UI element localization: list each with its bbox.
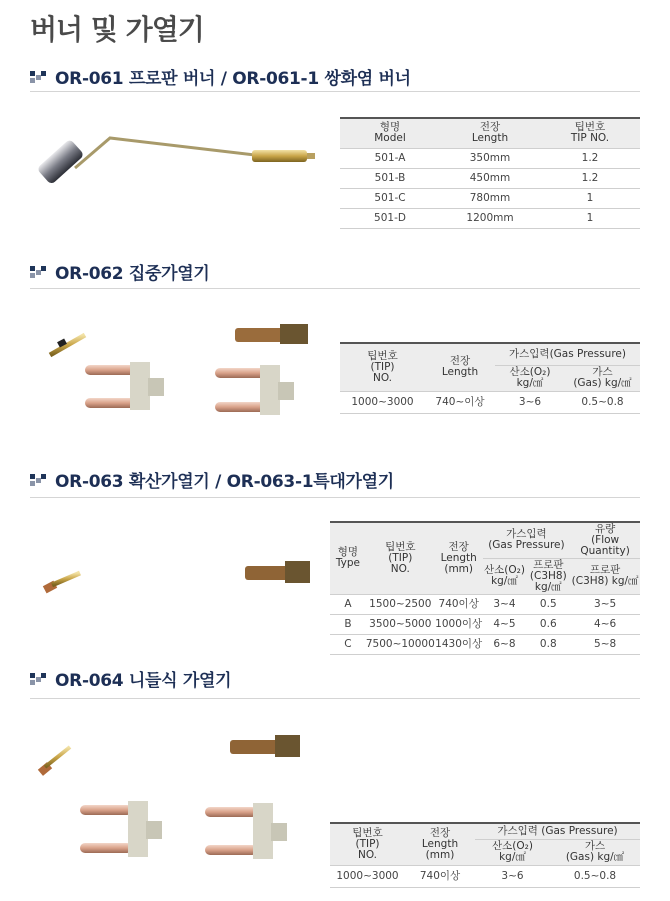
- header-tip-en: TIP NO.: [570, 132, 610, 145]
- header-type: 형명: [337, 546, 359, 559]
- header-propane-en: (C3H8): [529, 569, 567, 582]
- header-flow-unit: (C3H8) kg/㎠: [571, 575, 639, 587]
- section-title: OR-062 집중가열기: [55, 264, 210, 284]
- header-length: 전장: [449, 355, 471, 368]
- cell-length: 780mm: [440, 188, 540, 208]
- header-oxygen-unit: kg/㎠: [499, 851, 526, 863]
- section-or062-heading: [30, 259, 210, 284]
- header-tip-en: NO.: [357, 848, 378, 861]
- propane-burner-image: [30, 110, 330, 210]
- cell-tip: 7500~10000: [366, 634, 435, 654]
- header-gas: 가스: [584, 840, 606, 852]
- divider: [30, 497, 640, 498]
- header-oxygen: 산소(O₂): [509, 366, 551, 378]
- cell-propane: 0.6: [526, 614, 570, 634]
- header-model: 형명: [379, 121, 401, 134]
- table-row: [340, 391, 640, 413]
- cell-tip: 1000~3000: [340, 391, 425, 413]
- section-or063-heading: [30, 467, 394, 492]
- cell-oxygen: 4~5: [483, 614, 527, 634]
- table-row: [340, 208, 640, 228]
- section-or061-heading: [30, 64, 411, 89]
- diffusion-heater-image: [40, 555, 330, 605]
- bullet-icon: [30, 71, 46, 83]
- divider: [30, 91, 640, 92]
- header-length-en: Length: [421, 837, 459, 850]
- cell-oxygen: 3~6: [495, 391, 565, 413]
- section-title: OR-063 확산가열기 / OR-063-1특대가열기: [55, 472, 394, 492]
- cell-tip: 1: [540, 188, 640, 208]
- header-length-en: Length: [471, 132, 509, 145]
- cell-tip: 3500~5000: [366, 614, 435, 634]
- header-type-en: Type: [335, 557, 360, 570]
- divider: [30, 288, 640, 289]
- table-row: [330, 594, 640, 614]
- cell-length: 450mm: [440, 168, 540, 188]
- cell-model: 501-A: [340, 148, 440, 168]
- header-length-en: Length: [440, 551, 477, 564]
- header-tip: 팁번호: [352, 826, 383, 839]
- table-row: [330, 614, 640, 634]
- cell-length: 740이상: [435, 594, 483, 614]
- divider: [30, 698, 640, 699]
- header-tip-en: NO.: [390, 562, 410, 575]
- cell-length: 1430이상: [435, 634, 483, 654]
- table-row: [340, 168, 640, 188]
- header-gas-pressure: 가스입력 (Gas Pressure): [475, 823, 640, 839]
- header-tip-en: NO.: [372, 371, 393, 384]
- bullet-icon: [30, 266, 46, 278]
- header-oxygen: 산소(O₂): [492, 840, 533, 852]
- cell-type: B: [330, 614, 366, 634]
- cell-oxygen: 3~6: [475, 865, 550, 887]
- header-length-unit: (mm): [425, 848, 455, 861]
- header-tip-mid: (TIP): [388, 551, 413, 564]
- cell-gas: 0.5~0.8: [550, 865, 640, 887]
- section-title: OR-061 프로판 버너 / OR-061-1 쌍화염 버너: [55, 69, 411, 89]
- header-gas-pressure-en: (Gas Pressure): [488, 539, 565, 552]
- cell-flow: 3~5: [570, 594, 640, 614]
- header-gas-pressure: 가스입력(Gas Pressure): [495, 343, 640, 365]
- header-length: 전장: [448, 540, 469, 553]
- header-flow: 유량: [594, 522, 616, 535]
- cell-type: A: [330, 594, 366, 614]
- header-tip: 팁번호: [385, 540, 416, 553]
- cell-length: 740~이상: [425, 391, 495, 413]
- cell-model: 501-D: [340, 208, 440, 228]
- header-tip: 팁번호: [367, 349, 398, 362]
- header-length-en: Length: [441, 366, 479, 379]
- header-flow-propane: 프로판: [589, 564, 621, 576]
- or061-spec-table: [340, 117, 640, 229]
- cell-oxygen: 3~4: [483, 594, 527, 614]
- header-length-unit: (mm): [444, 562, 474, 575]
- cell-tip: 1500~2500: [366, 594, 435, 614]
- or063-spec-table: [330, 521, 640, 655]
- cell-type: C: [330, 634, 366, 654]
- cell-length: 1200mm: [440, 208, 540, 228]
- cell-model: 501-C: [340, 188, 440, 208]
- header-tip-mid: (TIP): [355, 837, 380, 850]
- section-or064-heading: [30, 666, 231, 691]
- cell-tip: 1.2: [540, 148, 640, 168]
- cell-model: 501-B: [340, 168, 440, 188]
- cell-propane: 0.5: [526, 594, 570, 614]
- cell-propane: 0.8: [526, 634, 570, 654]
- needle-heater-image: [35, 725, 335, 875]
- header-length: 전장: [479, 121, 501, 134]
- cell-flow: 4~6: [570, 614, 640, 634]
- header-propane: 프로판: [533, 558, 564, 571]
- table-row: [340, 188, 640, 208]
- section-title: OR-064 니들식 가열기: [55, 671, 232, 691]
- cell-oxygen: 6~8: [483, 634, 527, 654]
- header-gas-pressure: 가스입력: [506, 528, 547, 541]
- table-row: [340, 148, 640, 168]
- cell-length: 350mm: [440, 148, 540, 168]
- header-tip-mid: (TIP): [370, 360, 395, 373]
- bullet-icon: [30, 673, 46, 685]
- header-gas-unit: (Gas) kg/㎠: [565, 851, 625, 863]
- or062-spec-table: [340, 342, 640, 414]
- cell-tip: 1000~3000: [330, 865, 405, 887]
- cell-length: 1000이상: [435, 614, 483, 634]
- cell-flow: 5~8: [570, 634, 640, 654]
- concentrated-heater-image: [40, 310, 330, 440]
- header-model-en: Model: [374, 132, 406, 145]
- cell-tip: 1.2: [540, 168, 640, 188]
- header-flow-en1: (Flow: [591, 533, 620, 546]
- header-tip: 팁번호: [574, 121, 606, 134]
- header-gas: 가스: [592, 366, 613, 378]
- table-row: [330, 634, 640, 654]
- header-propane-unit: kg/㎠: [534, 580, 562, 593]
- cell-tip: 1: [540, 208, 640, 228]
- bullet-icon: [30, 474, 46, 486]
- header-length: 전장: [429, 826, 451, 839]
- header-oxygen-unit: kg/㎠: [491, 575, 518, 587]
- or064-spec-table: [330, 822, 640, 888]
- header-gas-unit: (Gas) kg/㎠: [573, 377, 632, 389]
- header-flow-en2: Quantity): [580, 544, 630, 557]
- table-row: [330, 865, 640, 887]
- cell-gas: 0.5~0.8: [565, 391, 640, 413]
- page-title: 버너 및 가열기: [30, 13, 204, 46]
- header-oxygen-unit: kg/㎠: [516, 377, 544, 389]
- cell-length: 740이상: [405, 865, 475, 887]
- header-oxygen: 산소(O₂): [483, 564, 525, 576]
